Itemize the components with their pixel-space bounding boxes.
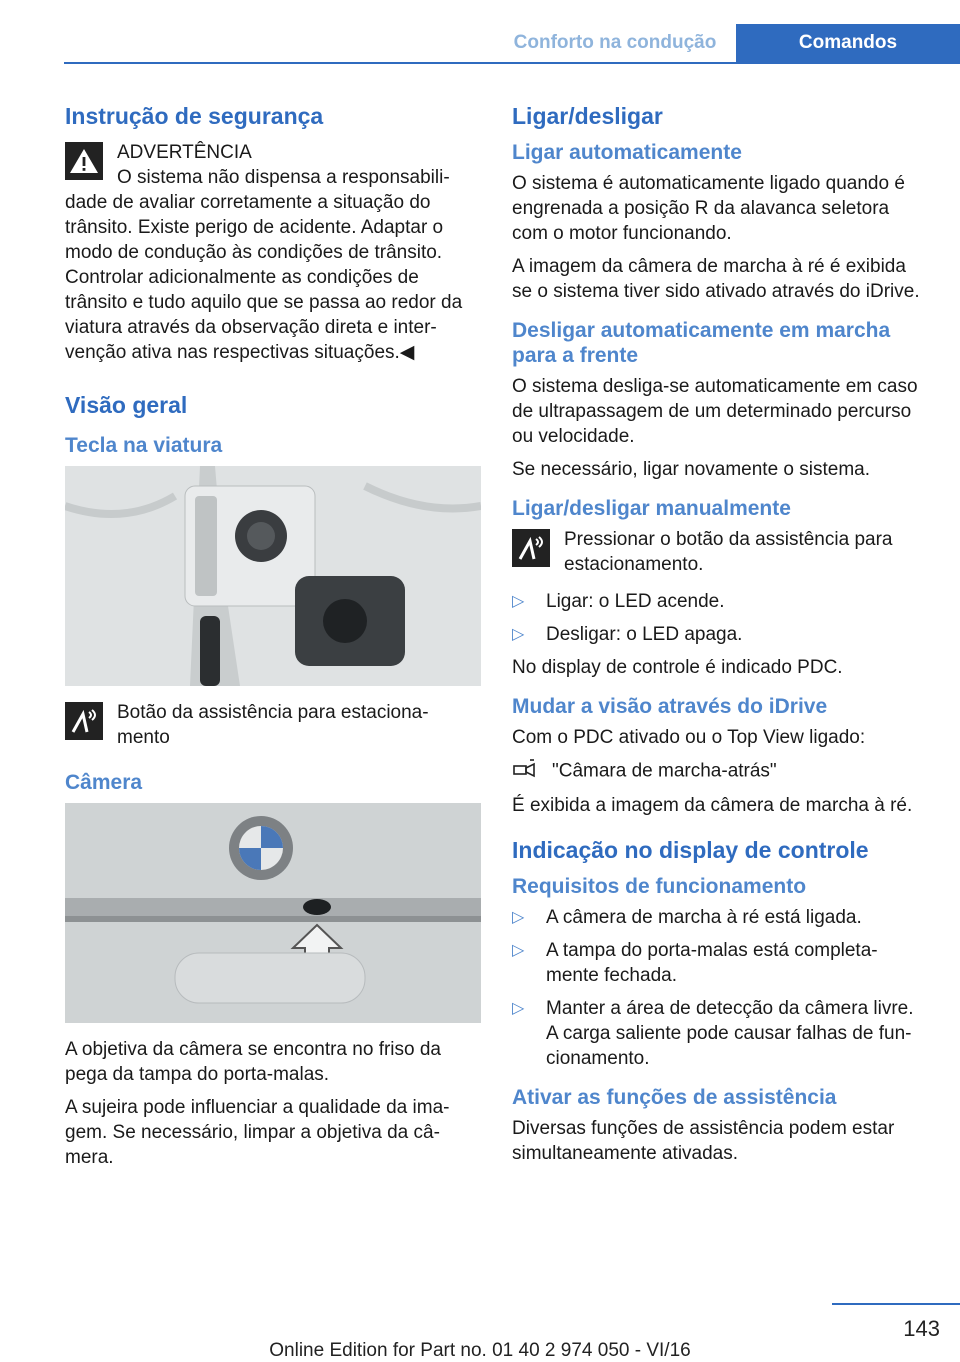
page-header bbox=[0, 24, 960, 62]
triangle-bullet-icon: ▷ bbox=[512, 909, 525, 926]
right-column bbox=[512, 102, 928, 1174]
button-caption: Botão da assistência para estaciona-mento bbox=[117, 702, 429, 748]
triangle-bullet-icon: ▷ bbox=[512, 942, 525, 959]
camera-paragraph-1: A objetiva da câmera se encontra no friso da pega da tampa do porta-malas. bbox=[65, 1039, 442, 1085]
view-paragraph-1: Com o PDC ativado ou o Top View ligado: bbox=[512, 727, 866, 748]
triangle-bullet-icon: ▷ bbox=[512, 626, 525, 643]
footer-rule bbox=[832, 1303, 960, 1305]
triangle-bullet-icon: ▷ bbox=[512, 593, 525, 610]
list-item: ▷ Ligar: o LED acende. bbox=[512, 591, 725, 612]
requirements-list bbox=[512, 905, 928, 1071]
triangle-bullet-icon: ▷ bbox=[512, 1000, 525, 1017]
manual-text: Pressionar o botão da assistência para estacionamento. bbox=[564, 529, 893, 575]
manual-heading: Ligar/desligar manualmente bbox=[512, 497, 791, 520]
park-assist-icon bbox=[512, 529, 550, 567]
page-number: 143 bbox=[903, 1316, 940, 1341]
camera-photo bbox=[65, 803, 481, 1023]
display-heading: Indicação no display de controle bbox=[512, 837, 869, 863]
chapter-tab: Comandos bbox=[736, 24, 960, 62]
warning-label: ADVERTÊNCIA bbox=[117, 142, 252, 163]
auto-off-heading: Desligar automaticamente em marcha para a frente bbox=[512, 319, 891, 367]
safety-heading: Instrução de segurança bbox=[65, 103, 324, 129]
view-item-text: "Câmara de marcha-atrás" bbox=[552, 760, 777, 782]
auto-on-paragraph-2: A imagem da câmera de marcha à ré é exibida se o sistema tiver sido ativado através do iDrive. bbox=[512, 256, 920, 302]
reverse-camera-icon bbox=[512, 758, 538, 785]
park-assist-icon bbox=[65, 702, 103, 740]
manual-note: No display de controle é indicado PDC. bbox=[512, 657, 843, 678]
warning-text: dade de avaliar corretamente a situação do trânsito. Existe perigo de acidente. Adaptar o modo de condução às condições de trânsito. Controlar adicionalmente as condições de trânsito e tudo aquilo que se passa ao redor da viatura através da observação direta e inter-venção ativa nas respectivas situações.◀ bbox=[65, 192, 463, 363]
auto-on-heading: Ligar automaticamente bbox=[512, 141, 742, 164]
auto-off-paragraph-2: Se necessário, ligar novamente o sistema. bbox=[512, 459, 871, 480]
list-item: ▷ Desligar: o LED apaga. bbox=[512, 624, 743, 645]
list-item: ▷ A tampa do porta-malas está completa-mente fechada. bbox=[512, 940, 878, 986]
list-item: ▷ A câmera de marcha à ré está ligada. bbox=[512, 907, 862, 928]
section-title: Conforto na condução bbox=[513, 32, 717, 53]
assist-paragraph: Diversas funções de assistência podem estar simultaneamente ativadas. bbox=[512, 1118, 895, 1164]
list-item: ▷ Manter a área de detecção da câmera livre. A carga saliente pode causar falhas de fun-cionamento. bbox=[512, 998, 914, 1069]
button-heading: Tecla na viatura bbox=[65, 434, 223, 457]
warning-block bbox=[65, 140, 481, 190]
edition-line: Online Edition for Part no. 01 40 2 974 050 - VI/16 bbox=[269, 1340, 691, 1361]
view-heading: Mudar a visão através do iDrive bbox=[512, 695, 828, 718]
console-photo bbox=[65, 466, 481, 686]
manual-row bbox=[512, 527, 928, 577]
button-caption-row bbox=[65, 700, 481, 750]
auto-off-paragraph-1: O sistema desliga-se automaticamente em caso de ultrapassagem de um determinado percurso ou velocidade. bbox=[512, 376, 918, 447]
header-rule bbox=[64, 62, 960, 64]
manual-list bbox=[512, 589, 928, 647]
left-column bbox=[65, 102, 481, 1178]
onoff-heading: Ligar/desligar bbox=[512, 103, 663, 129]
camera-paragraph-2: A sujeira pode influenciar a qualidade da ima-gem. Se necessário, limpar a objetiva da câ-mera. bbox=[65, 1097, 450, 1168]
view-paragraph-2: É exibida a imagem da câmera de marcha à ré. bbox=[512, 795, 913, 816]
camera-heading: Câmera bbox=[65, 771, 143, 794]
warning-triangle-icon bbox=[65, 142, 103, 180]
auto-on-paragraph-1: O sistema é automaticamente ligado quando é engrenada a posição R da alavanca seletora com o motor funcionando. bbox=[512, 173, 905, 244]
warning-text-first: O sistema não dispensa a responsabili- bbox=[117, 167, 450, 188]
requirements-heading: Requisitos de funcionamento bbox=[512, 875, 807, 898]
overview-heading: Visão geral bbox=[65, 392, 188, 418]
assist-heading: Ativar as funções de assistência bbox=[512, 1086, 837, 1109]
view-item-row bbox=[512, 758, 928, 785]
